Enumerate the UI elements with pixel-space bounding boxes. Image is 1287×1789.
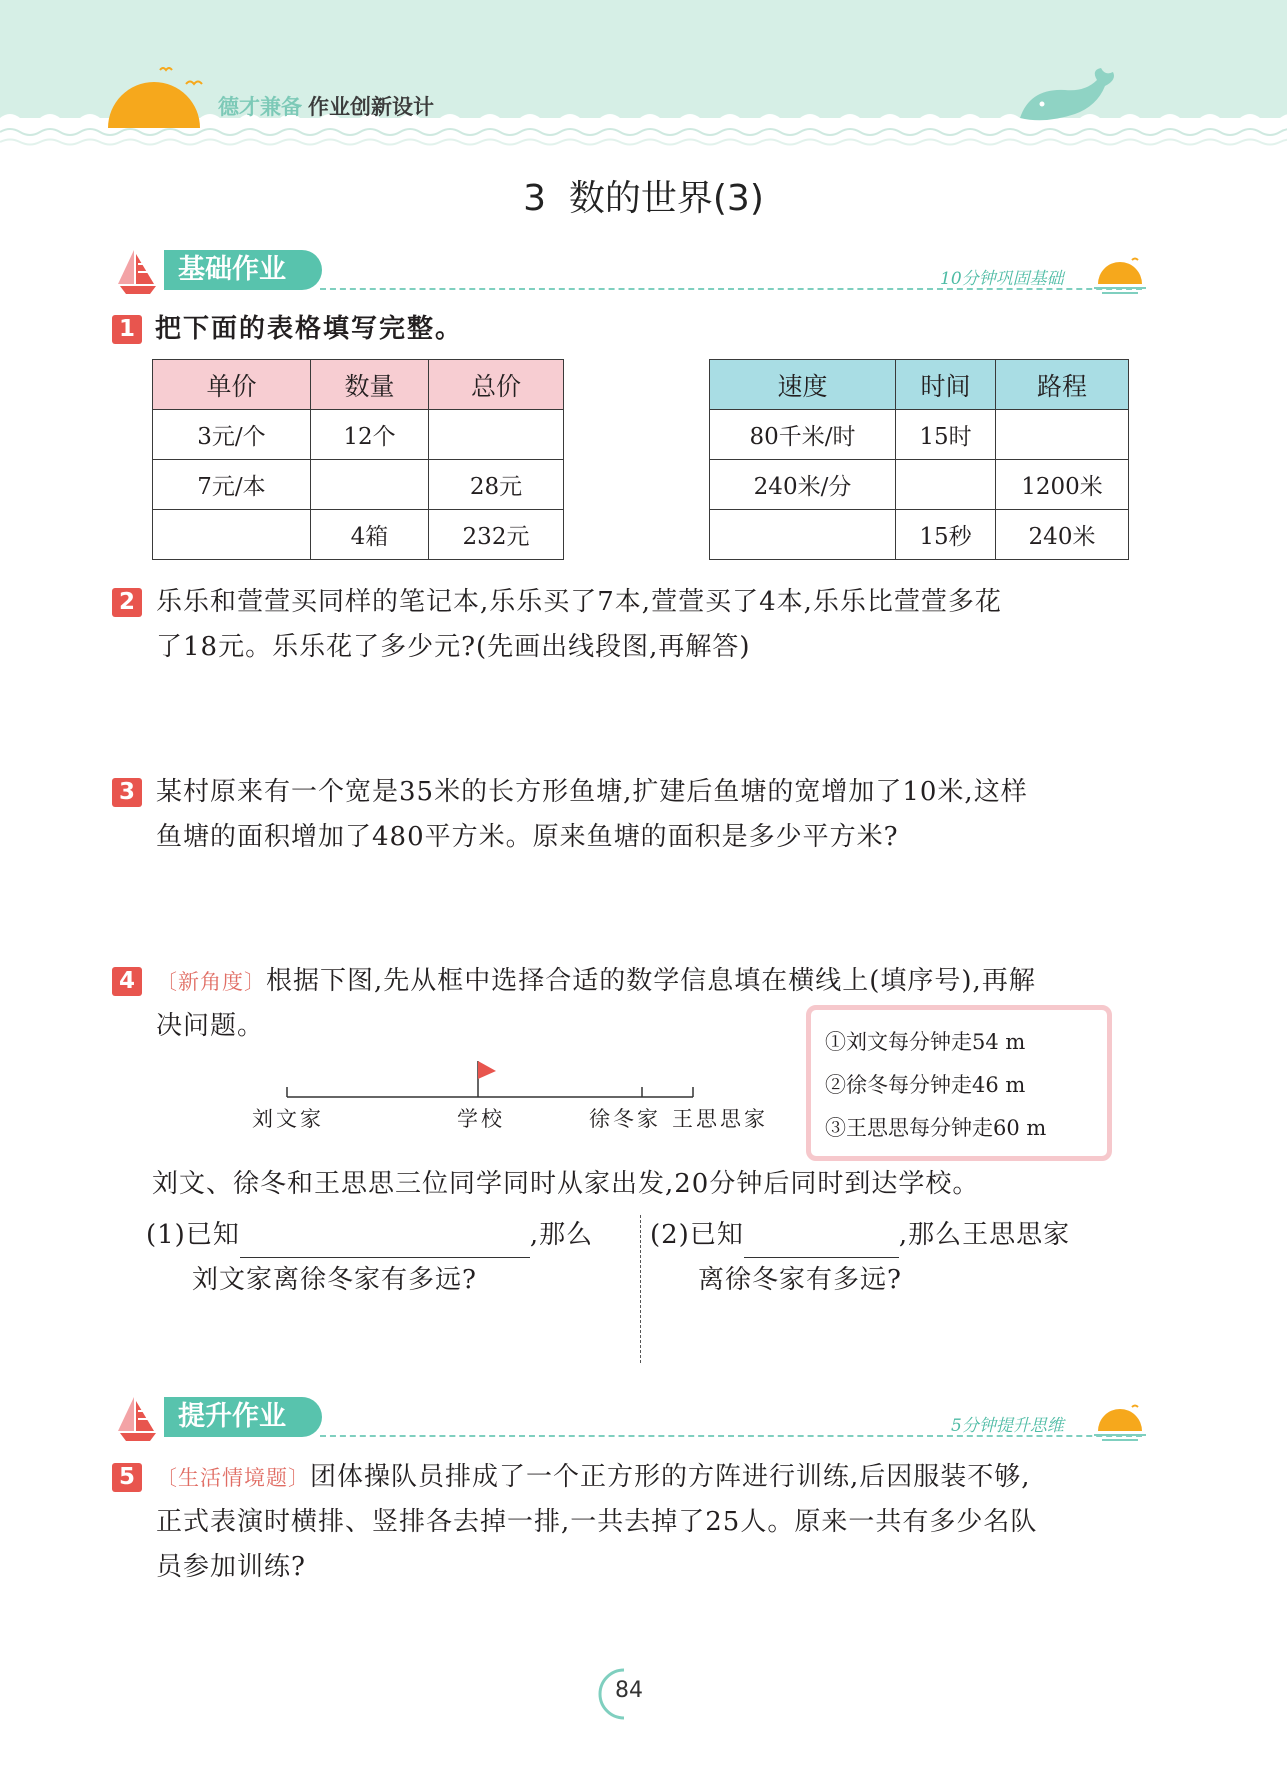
price-table [152, 359, 564, 560]
question-1-number: 1 [112, 315, 142, 344]
section-basic-label: 基础作业 [164, 250, 322, 290]
table-cell: 240米/分 [710, 460, 896, 510]
table-cell-blank[interactable] [896, 460, 996, 510]
table-cell: 80千米/时 [710, 410, 896, 460]
question-2-number: 2 [112, 588, 142, 617]
table-header-cell: 速度 [710, 360, 896, 410]
table-cell: 4箱 [311, 510, 429, 560]
section-advanced-tag: 5分钟提升思维 [951, 1416, 1064, 1436]
table-row [710, 510, 1129, 560]
route-diagram [280, 1055, 710, 1105]
info-item: ①刘文每分钟走54 m [825, 1030, 1026, 1054]
table-row [153, 460, 564, 510]
info-item: ②徐冬每分钟走46 m [825, 1073, 1026, 1097]
table-row [153, 410, 564, 460]
sailboat-icon [112, 246, 162, 296]
diagram-label-liuwen: 刘文家 [252, 1107, 324, 1131]
question-4-statement: 刘文、徐冬和王思思三位同学同时从家出发,20分钟后同时到达学校。 [152, 1169, 980, 1199]
table-cell-blank[interactable] [429, 410, 564, 460]
question-2-line2: 了18元。乐乐花了多少元?(先画出线段图,再解答) [156, 632, 751, 662]
question-3-line1: 某村原来有一个宽是35米的长方形鱼塘,扩建后鱼塘的宽增加了10米,这样 [156, 777, 1028, 807]
question-4-line2: 决问题。 [156, 1011, 265, 1041]
table-cell: 7元/本 [153, 460, 311, 510]
question-5-number: 5 [112, 1463, 142, 1492]
question-1-text: 把下面的表格填写完整。 [155, 314, 464, 344]
answer-blank-1[interactable] [240, 1227, 530, 1258]
info-box [806, 1005, 1112, 1161]
section-basic-header [112, 250, 332, 294]
sailboat-icon [112, 1393, 162, 1443]
question-4-sub1-pre: (1)已知 [146, 1220, 240, 1250]
brand-part2: 作业创新设计 [308, 95, 434, 119]
table-header-cell: 路程 [996, 360, 1129, 410]
table-cell: 15时 [896, 410, 996, 460]
question-4-sub2-post: ,那么王思思家 [898, 1220, 1071, 1250]
table-row [710, 410, 1129, 460]
sunset-icon [1092, 1401, 1148, 1445]
table-cell-blank[interactable] [153, 510, 311, 560]
header-band [0, 0, 1287, 150]
table-cell: 28元 [429, 460, 564, 510]
page-number: 84 [615, 1678, 643, 1703]
table-cell-blank[interactable] [996, 410, 1129, 460]
brand [218, 91, 434, 121]
question-4-line1 [156, 959, 1036, 1005]
question-4-sub2-line1 [650, 1213, 1070, 1258]
question-4-sub2-pre: (2)已知 [650, 1220, 744, 1250]
question-4-sub1-line2: 刘文家离徐冬家有多远? [192, 1265, 477, 1295]
question-5-line3: 员参加训练? [156, 1552, 306, 1582]
info-item: ③王思思每分钟走60 m [825, 1116, 1047, 1140]
table-header-cell: 单价 [153, 360, 311, 410]
sub-question-divider [640, 1215, 641, 1363]
table-cell-blank[interactable] [311, 460, 429, 510]
question-3-line2: 鱼塘的面积增加了480平方米。原来鱼塘的面积是多少平方米? [156, 822, 899, 852]
section-basic-tag: 10分钟巩固基础 [940, 269, 1064, 289]
speed-table [709, 359, 1129, 560]
question-4-sub1-post: ,那么 [529, 1220, 594, 1250]
question-5-line2: 正式表演时横排、竖排各去掉一排,一共去掉了25人。原来一共有多少名队 [156, 1507, 1038, 1537]
question-5-tag: 〔生活情境题〕 [156, 1466, 310, 1490]
flag-icon [478, 1061, 496, 1079]
table-cell: 3元/个 [153, 410, 311, 460]
table-cell: 232元 [429, 510, 564, 560]
question-4-number: 4 [112, 967, 142, 996]
table-row [710, 460, 1129, 510]
question-4-sub1-line1 [146, 1213, 593, 1258]
page-title: 3 数的世界(3) [523, 178, 764, 219]
table-cell: 12个 [311, 410, 429, 460]
sunset-icon [1092, 254, 1148, 298]
question-4-sub2-line2: 离徐冬家有多远? [698, 1265, 902, 1295]
question-4-tag: 〔新角度〕 [156, 970, 266, 994]
table-header-cell: 数量 [311, 360, 429, 410]
brand-part1: 德才兼备 [218, 95, 302, 119]
table-header-cell: 总价 [429, 360, 564, 410]
question-5-line1-text: 团体操队员排成了一个正方形的方阵进行训练,后因服装不够, [310, 1462, 1031, 1492]
table-header-row [710, 360, 1129, 410]
table-row [153, 510, 564, 560]
diagram-label-xudong: 徐冬家 [589, 1107, 661, 1131]
section-advanced-header [112, 1397, 332, 1441]
diagram-label-school: 学校 [457, 1107, 505, 1131]
table-header-row [153, 360, 564, 410]
table-header-cell: 时间 [896, 360, 996, 410]
section-advanced-label: 提升作业 [164, 1397, 322, 1437]
diagram-label-wangsisi: 王思思家 [672, 1107, 768, 1131]
question-2-line1: 乐乐和萱萱买同样的笔记本,乐乐买了7本,萱萱买了4本,乐乐比萱萱多花 [156, 587, 1002, 617]
answer-blank-2[interactable] [744, 1227, 899, 1258]
table-cell: 240米 [996, 510, 1129, 560]
table-cell: 1200米 [996, 460, 1129, 510]
table-cell: 15秒 [896, 510, 996, 560]
table-cell-blank[interactable] [710, 510, 896, 560]
question-3-number: 3 [112, 778, 142, 807]
question-4-line1-text: 根据下图,先从框中选择合适的数学信息填在横线上(填序号),再解 [266, 966, 1036, 996]
question-5-line1 [156, 1455, 1031, 1501]
